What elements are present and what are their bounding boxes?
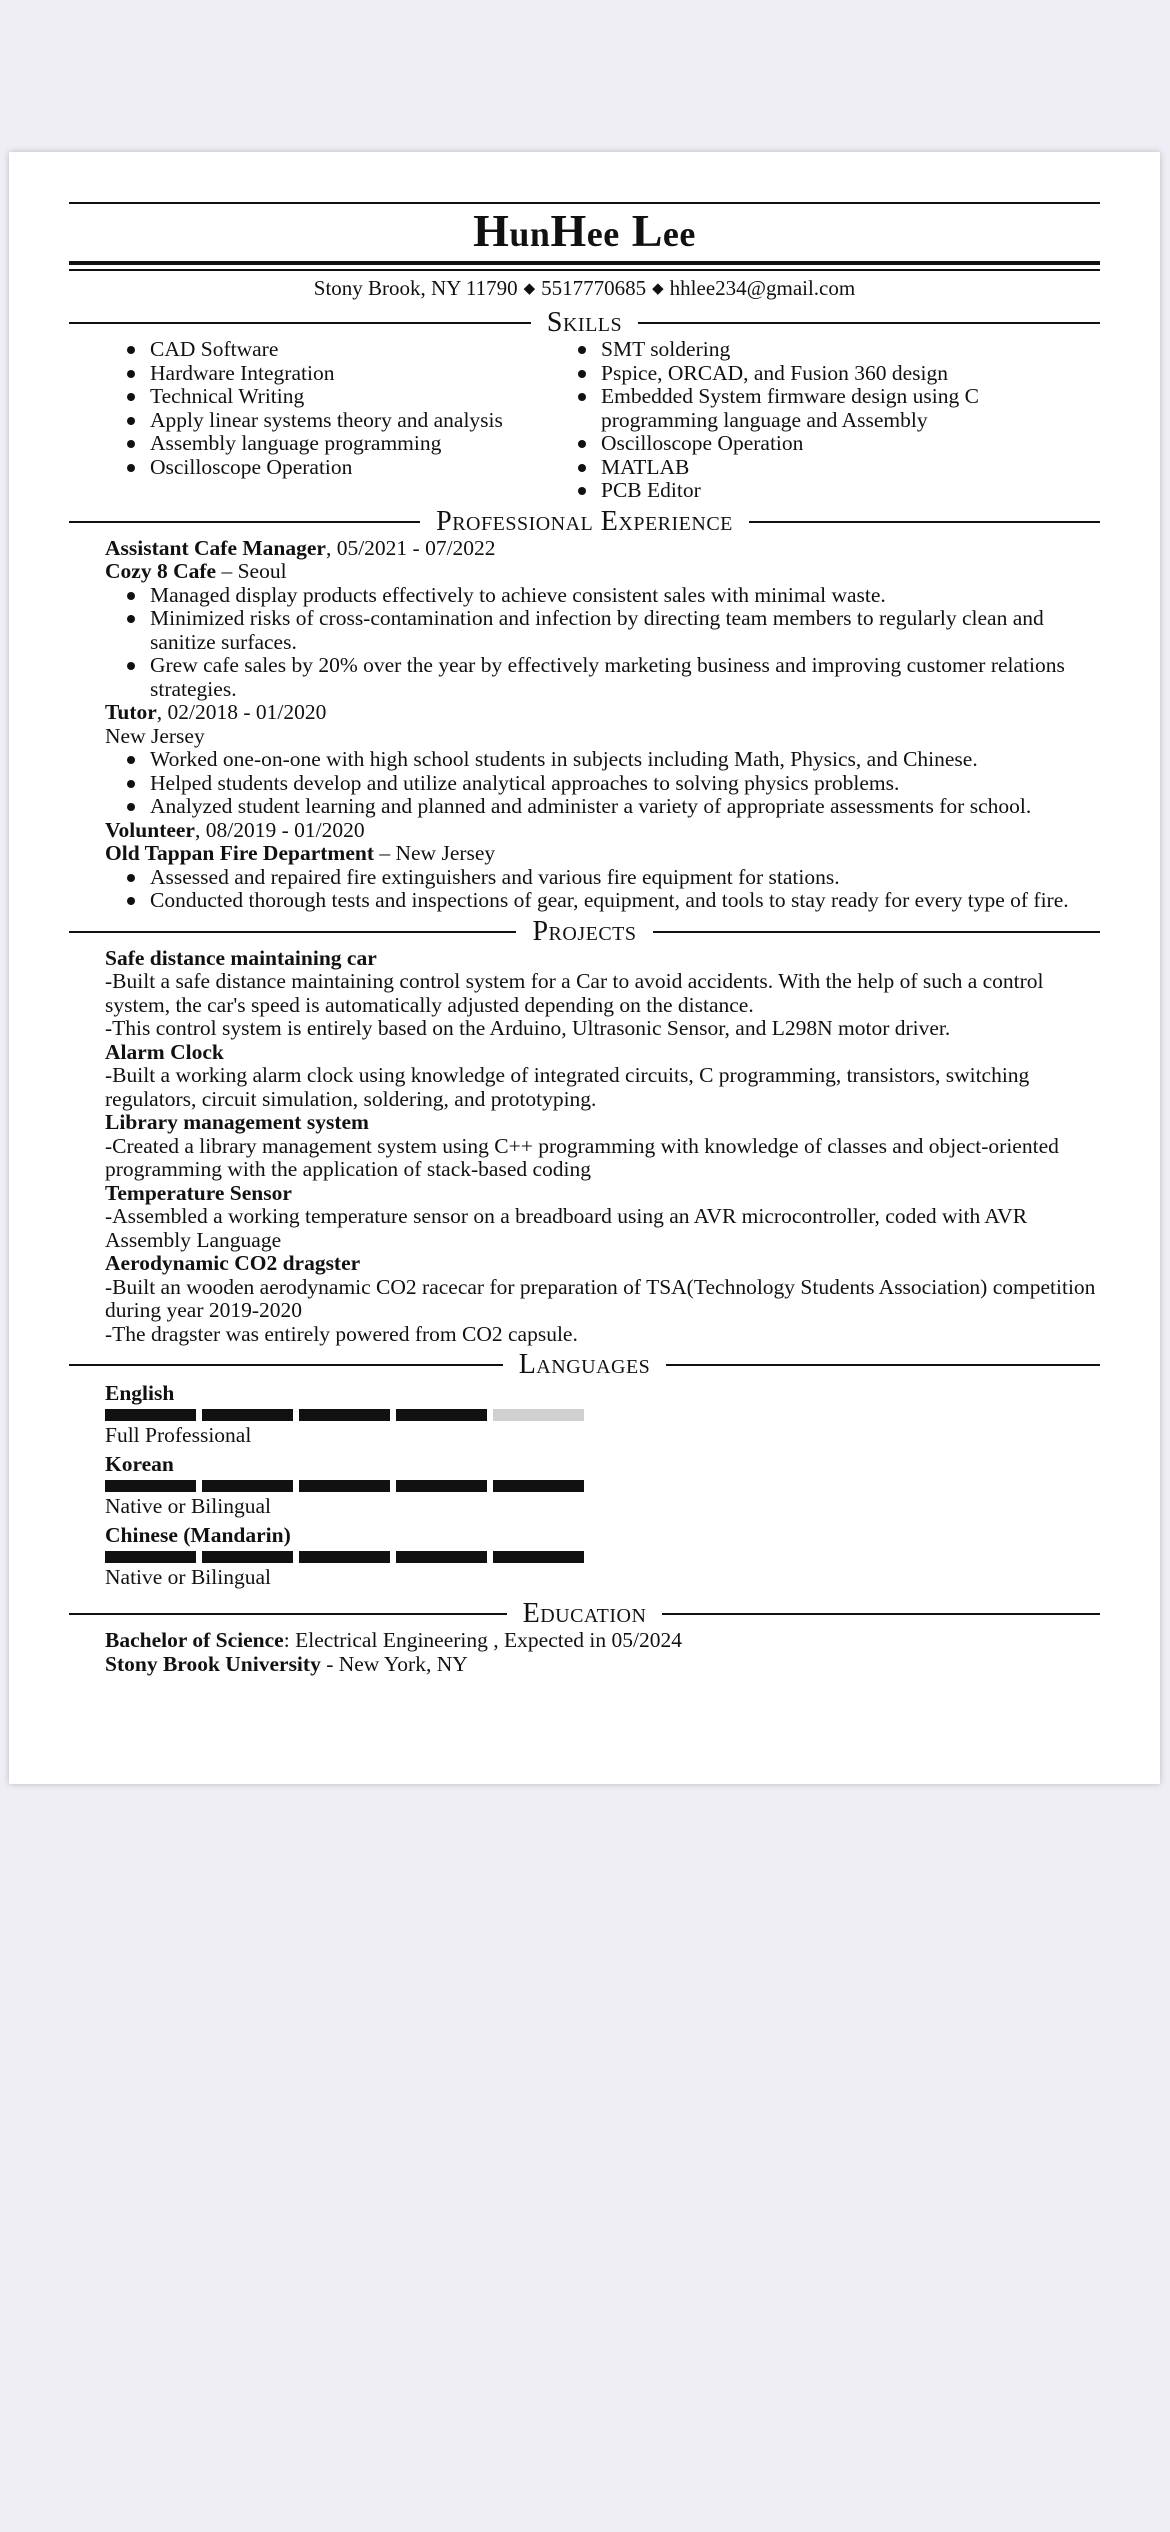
skill-item: Technical Writing — [105, 385, 566, 409]
project-description: -Built an wooden aerodynamic CO2 racecar for preparation of TSA(Technology Students Association) competition during year 2019-2020 — [105, 1274, 1096, 1322]
candidate-name: HunHee Lee — [473, 205, 696, 256]
contact-email: hhlee234@gmail.com — [669, 276, 856, 300]
proficiency-segment — [396, 1409, 487, 1421]
job-employer-line — [105, 560, 1100, 584]
proficiency-segment — [396, 1480, 487, 1492]
project-entry — [105, 947, 1100, 1041]
proficiency-segment — [299, 1551, 390, 1563]
proficiency-segment — [202, 1409, 293, 1421]
job-role: Tutor — [105, 700, 157, 724]
job-bullets — [69, 748, 1100, 819]
job-role: Assistant Cafe Manager — [105, 535, 326, 560]
job-bullet: Grew cafe sales by 20% over the year by effectively marketing business and improving customer relations strategies. — [69, 654, 1100, 701]
proficiency-segment — [299, 1409, 390, 1421]
degree-field: : Electrical Engineering , Expected in 05/2024 — [283, 1628, 682, 1652]
experience-list — [69, 537, 1100, 913]
school-location: - New York, NY — [320, 1651, 468, 1676]
job-bullets — [69, 866, 1100, 913]
job-bullet: Analyzed student learning and planned and administer a variety of appropriate assessments for school. — [69, 795, 1100, 819]
project-entry — [105, 1111, 1100, 1182]
skill-item: Embedded System firmware design using C programming language and Assembly — [566, 385, 1100, 432]
job-dates: , 05/2021 - 07/2022 — [325, 535, 496, 560]
proficiency-segment — [493, 1551, 584, 1563]
language-level: Native or Bilingual — [105, 1565, 271, 1589]
proficiency-segment — [493, 1480, 584, 1492]
job-location: New Jersey — [105, 723, 205, 748]
job-dates: , 02/2018 - 01/2020 — [156, 700, 327, 724]
languages-list — [69, 1382, 1100, 1595]
projects-heading: Projects — [69, 917, 1100, 947]
education-heading: Education — [69, 1599, 1100, 1629]
skill-item: Oscilloscope Operation — [105, 456, 566, 480]
job-title-line — [105, 819, 1100, 843]
language-proficiency-bar — [105, 1551, 612, 1563]
language-level: Native or Bilingual — [105, 1494, 271, 1518]
projects-list — [69, 947, 1100, 1347]
job-location: – Seoul — [216, 559, 287, 583]
job-entry — [105, 701, 1100, 819]
language-proficiency-bar — [105, 1480, 612, 1492]
language-name: Korean — [105, 1452, 174, 1476]
top-rule — [69, 202, 1100, 204]
job-bullet: Managed display products effectively to achieve consistent sales with minimal waste. — [69, 584, 1100, 608]
diamond-separator-icon: ◆ — [652, 281, 664, 297]
job-employer-line — [105, 842, 1100, 866]
job-employer: Old Tappan Fire Department — [105, 841, 374, 865]
proficiency-segment — [493, 1409, 584, 1421]
job-employer-line — [105, 725, 1100, 749]
skill-item: Oscilloscope Operation — [566, 432, 1100, 456]
proficiency-segment — [105, 1409, 196, 1421]
project-description: -Built a working alarm clock using knowledge of integrated circuits, C programming, transistors, switching regulators, circuit simulation, soldering, and prototyping. — [105, 1063, 1030, 1111]
project-entry — [105, 1182, 1100, 1253]
job-role: Volunteer — [105, 817, 195, 842]
proficiency-segment — [202, 1551, 293, 1563]
job-employer: Cozy 8 Cafe — [105, 559, 217, 583]
project-name: Library management system — [105, 1110, 369, 1134]
skill-item: CAD Software — [105, 338, 566, 362]
job-bullets — [69, 584, 1100, 702]
project-description: -Created a library management system using C++ programming with knowledge of classes and object-oriented programming with the application of stack-based coding — [105, 1133, 1059, 1181]
job-bullet: Helped students develop and utilize analytical approaches to solving physics problems. — [69, 772, 1100, 796]
language-name: English — [105, 1381, 175, 1405]
project-name: Aerodynamic CO2 dragster — [105, 1251, 361, 1275]
project-description: -Built a safe distance maintaining control system for a Car to avoid accidents. With the help of such a control system, the car's speed is automatically adjusted depending on the distance. — [105, 969, 1044, 1017]
contact-line — [69, 275, 1100, 304]
skills-right-column — [566, 338, 1100, 503]
school-name: Stony Brook University — [105, 1651, 321, 1676]
job-bullet: Minimized risks of cross-contamination and infection by directing team members to regularly clean and sanitize surfaces. — [69, 607, 1100, 654]
skill-item: MATLAB — [566, 456, 1100, 480]
language-item — [105, 1382, 612, 1447]
project-name: Alarm Clock — [105, 1039, 224, 1064]
contact-location: Stony Brook, NY 11790 — [313, 276, 518, 300]
project-description: -The dragster was entirely powered from CO2 capsule. — [105, 1321, 578, 1346]
resume-page — [9, 152, 1160, 1784]
job-bullet: Conducted thorough tests and inspections of gear, equipment, and tools to stay ready for every type of fire. — [69, 889, 1100, 913]
language-proficiency-bar — [105, 1409, 612, 1421]
skill-item: Apply linear systems theory and analysis — [105, 409, 566, 433]
job-bullet: Worked one-on-one with high school students in subjects including Math, Physics, and Chinese. — [69, 748, 1100, 772]
project-description: -This control system is entirely based on the Arduino, Ultrasonic Sensor, and L298N motor driver. — [105, 1016, 951, 1040]
project-name: Safe distance maintaining car — [105, 945, 377, 970]
skill-item: PCB Editor — [566, 479, 1100, 503]
skills-left-column — [105, 338, 566, 479]
language-level: Full Professional — [105, 1423, 252, 1447]
languages-heading: Languages — [69, 1350, 1100, 1380]
name-double-rule — [69, 261, 1100, 271]
skills-list — [69, 338, 1100, 503]
job-dates: , 08/2019 - 01/2020 — [194, 817, 365, 842]
experience-heading: Professional Experience — [69, 507, 1100, 537]
diamond-separator-icon: ◆ — [523, 281, 536, 297]
education-entry — [69, 1629, 1100, 1676]
job-title-line — [105, 537, 1100, 561]
skill-item: SMT soldering — [566, 338, 1100, 362]
job-entry — [105, 819, 1100, 913]
skill-item: Assembly language programming — [105, 432, 566, 456]
proficiency-segment — [299, 1480, 390, 1492]
job-entry — [105, 537, 1100, 702]
proficiency-segment — [105, 1551, 196, 1563]
language-item — [105, 1453, 612, 1518]
project-entry — [105, 1041, 1100, 1112]
contact-phone: 5517770685 — [541, 276, 647, 300]
job-title-line — [105, 701, 1100, 725]
proficiency-segment — [202, 1480, 293, 1492]
language-name: Chinese (Mandarin) — [105, 1523, 291, 1547]
skill-item: Pspice, ORCAD, and Fusion 360 design — [566, 362, 1100, 386]
language-item — [105, 1524, 612, 1589]
job-bullet: Assessed and repaired fire extinguishers and various fire equipment for stations. — [69, 866, 1100, 890]
degree: Bachelor of Science — [105, 1628, 284, 1652]
skill-item: Hardware Integration — [105, 362, 566, 386]
job-location: – New Jersey — [373, 841, 496, 865]
project-entry — [105, 1252, 1100, 1346]
resume-content — [69, 202, 1100, 1676]
project-description: -Assembled a working temperature sensor on a breadboard using an AVR microcontroller, coded with AVR Assembly Language — [105, 1204, 1028, 1252]
skills-heading: Skills — [69, 308, 1100, 338]
proficiency-segment — [105, 1480, 196, 1492]
project-name: Temperature Sensor — [105, 1180, 292, 1205]
proficiency-segment — [396, 1551, 487, 1563]
